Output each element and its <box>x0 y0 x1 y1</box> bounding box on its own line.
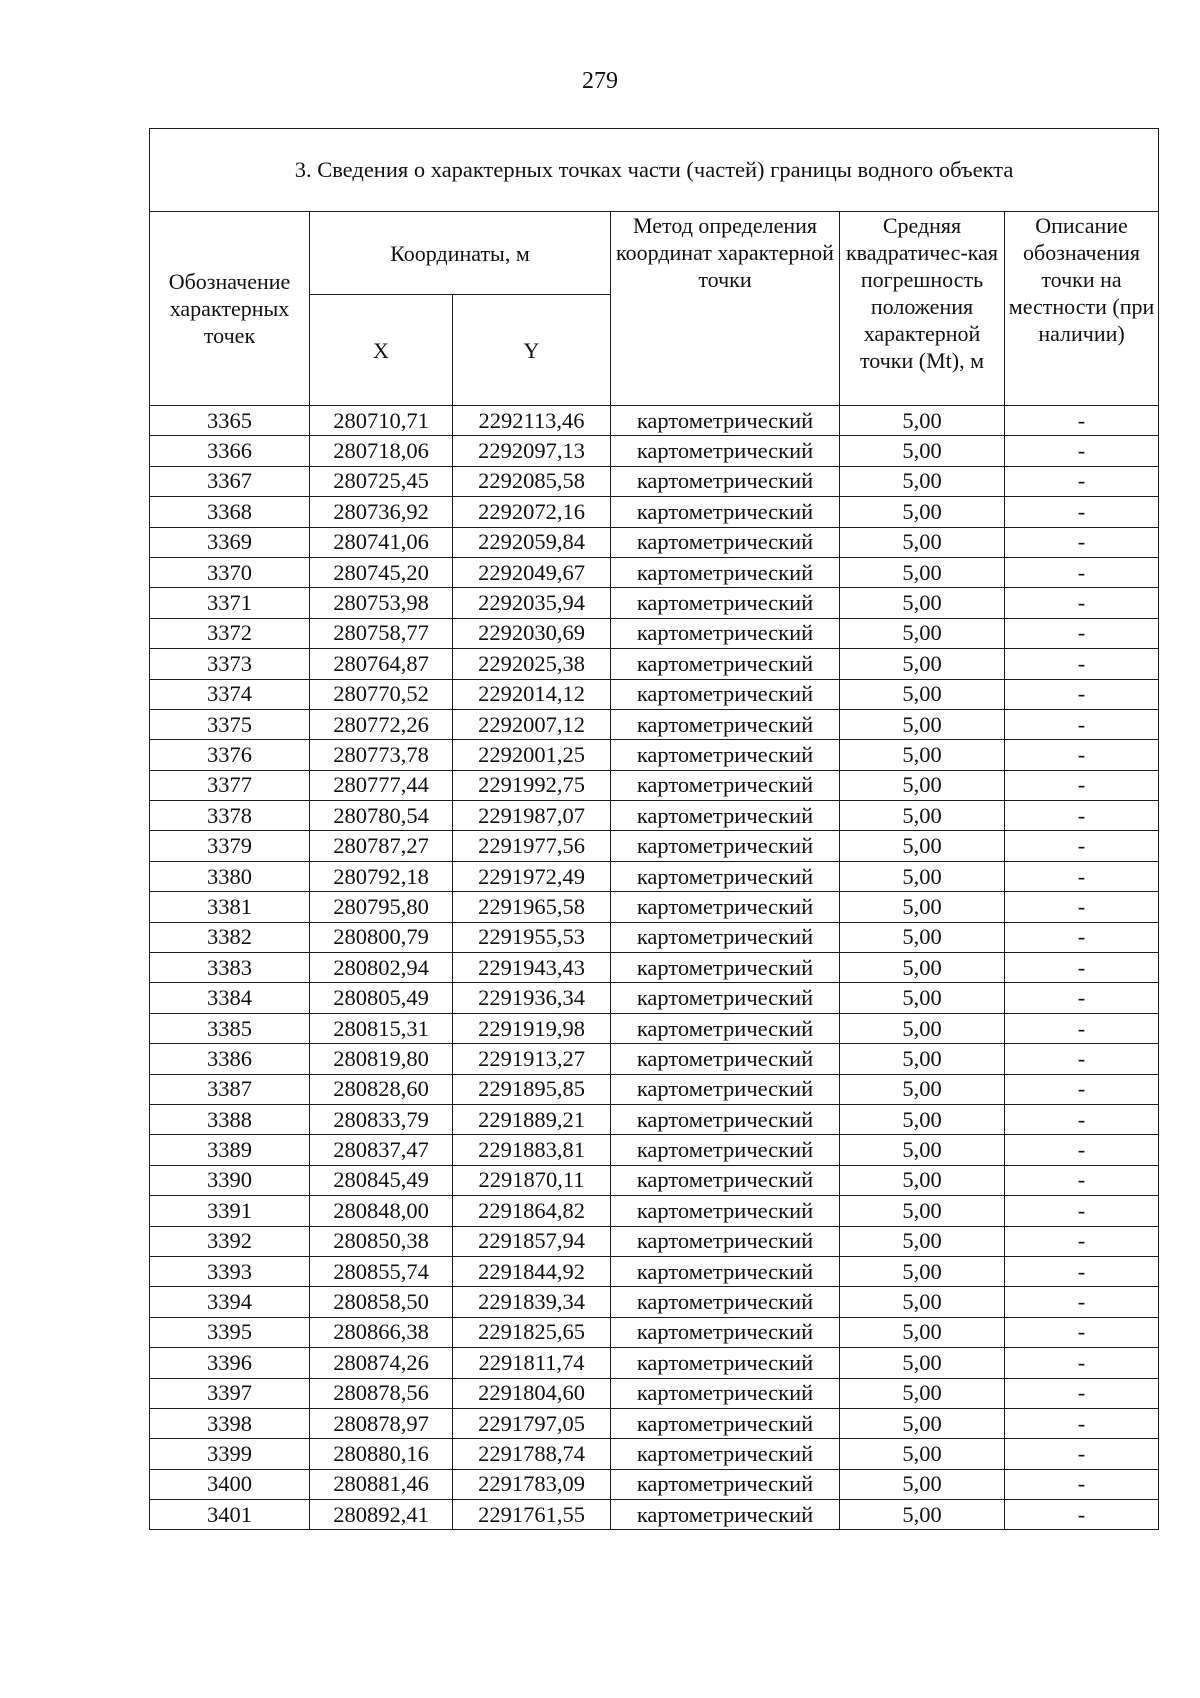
method-cell: картометрический <box>611 861 840 891</box>
mt-cell: 5,00 <box>840 557 1005 587</box>
y-coordinate-cell: 2291977,56 <box>453 831 611 861</box>
mt-cell: 5,00 <box>840 1013 1005 1043</box>
y-coordinate-cell: 2291895,85 <box>453 1074 611 1104</box>
header-point-label: Обозначение характерных точек <box>150 212 310 406</box>
description-cell: - <box>1005 1013 1159 1043</box>
mt-cell: 5,00 <box>840 801 1005 831</box>
description-cell: - <box>1005 588 1159 618</box>
table-row <box>150 618 1159 648</box>
table-row <box>150 1317 1159 1347</box>
y-coordinate-cell: 2291839,34 <box>453 1287 611 1317</box>
method-cell: картометрический <box>611 1104 840 1134</box>
x-coordinate-cell: 280878,97 <box>310 1408 453 1438</box>
method-cell: картометрический <box>611 740 840 770</box>
mt-cell: 5,00 <box>840 1256 1005 1286</box>
point-id-cell: 3394 <box>150 1287 310 1317</box>
table-row <box>150 679 1159 709</box>
description-cell: - <box>1005 1348 1159 1378</box>
header-mt: Средняя квадратичес-кая погрешность положения характерной точки (Mt), м <box>840 212 1005 406</box>
method-cell: картометрический <box>611 1378 840 1408</box>
method-cell: картометрический <box>611 618 840 648</box>
x-coordinate-cell: 280780,54 <box>310 801 453 831</box>
table-row <box>150 436 1159 466</box>
description-cell: - <box>1005 679 1159 709</box>
table-row <box>150 770 1159 800</box>
point-id-cell: 3373 <box>150 649 310 679</box>
table-row <box>150 1165 1159 1195</box>
boundary-points-table <box>149 128 1159 1530</box>
mt-cell: 5,00 <box>840 527 1005 557</box>
x-coordinate-cell: 280773,78 <box>310 740 453 770</box>
mt-cell: 5,00 <box>840 1287 1005 1317</box>
point-id-cell: 3375 <box>150 709 310 739</box>
description-cell: - <box>1005 1256 1159 1286</box>
y-coordinate-cell: 2292035,94 <box>453 588 611 618</box>
point-id-cell: 3369 <box>150 527 310 557</box>
method-cell: картометрический <box>611 466 840 496</box>
method-cell: картометрический <box>611 983 840 1013</box>
x-coordinate-cell: 280880,16 <box>310 1439 453 1469</box>
method-cell: картометрический <box>611 1135 840 1165</box>
point-id-cell: 3393 <box>150 1256 310 1286</box>
x-coordinate-cell: 280881,46 <box>310 1469 453 1499</box>
y-coordinate-cell: 2291857,94 <box>453 1226 611 1256</box>
method-cell: картометрический <box>611 1256 840 1286</box>
x-coordinate-cell: 280828,60 <box>310 1074 453 1104</box>
mt-cell: 5,00 <box>840 740 1005 770</box>
table-row <box>150 1074 1159 1104</box>
point-id-cell: 3374 <box>150 679 310 709</box>
mt-cell: 5,00 <box>840 1500 1005 1530</box>
table-row <box>150 831 1159 861</box>
table-row <box>150 953 1159 983</box>
header-coordinates: Координаты, м <box>310 212 611 295</box>
point-id-cell: 3392 <box>150 1226 310 1256</box>
table-row <box>150 649 1159 679</box>
method-cell: картометрический <box>611 1439 840 1469</box>
table-row <box>150 1378 1159 1408</box>
description-cell: - <box>1005 1044 1159 1074</box>
description-cell: - <box>1005 1165 1159 1195</box>
x-coordinate-cell: 280815,31 <box>310 1013 453 1043</box>
y-coordinate-cell: 2291783,09 <box>453 1469 611 1499</box>
point-id-cell: 3386 <box>150 1044 310 1074</box>
y-coordinate-cell: 2291788,74 <box>453 1439 611 1469</box>
table-row <box>150 1408 1159 1438</box>
y-coordinate-cell: 2291943,43 <box>453 953 611 983</box>
description-cell: - <box>1005 497 1159 527</box>
point-id-cell: 3387 <box>150 1074 310 1104</box>
description-cell: - <box>1005 831 1159 861</box>
method-cell: картометрический <box>611 497 840 527</box>
x-coordinate-cell: 280866,38 <box>310 1317 453 1347</box>
x-coordinate-cell: 280892,41 <box>310 1500 453 1530</box>
mt-cell: 5,00 <box>840 466 1005 496</box>
method-cell: картометрический <box>611 770 840 800</box>
y-coordinate-cell: 2292059,84 <box>453 527 611 557</box>
table-row <box>150 922 1159 952</box>
y-coordinate-cell: 2291889,21 <box>453 1104 611 1134</box>
table-row <box>150 527 1159 557</box>
table-row <box>150 801 1159 831</box>
x-coordinate-cell: 280736,92 <box>310 497 453 527</box>
description-cell: - <box>1005 466 1159 496</box>
table-row <box>150 1135 1159 1165</box>
x-coordinate-cell: 280802,94 <box>310 953 453 983</box>
table-row <box>150 1469 1159 1499</box>
point-id-cell: 3384 <box>150 983 310 1013</box>
method-cell: картометрический <box>611 557 840 587</box>
description-cell: - <box>1005 1469 1159 1499</box>
point-id-cell: 3377 <box>150 770 310 800</box>
table-row <box>150 466 1159 496</box>
point-id-cell: 3391 <box>150 1196 310 1226</box>
point-id-cell: 3396 <box>150 1348 310 1378</box>
x-coordinate-cell: 280718,06 <box>310 436 453 466</box>
y-coordinate-cell: 2292097,13 <box>453 436 611 466</box>
point-id-cell: 3389 <box>150 1135 310 1165</box>
header-description: Описание обозначения точки на местности (при наличии) <box>1005 212 1159 406</box>
point-id-cell: 3376 <box>150 740 310 770</box>
description-cell: - <box>1005 709 1159 739</box>
method-cell: картометрический <box>611 679 840 709</box>
x-coordinate-cell: 280745,20 <box>310 557 453 587</box>
table-row <box>150 1439 1159 1469</box>
y-coordinate-cell: 2291761,55 <box>453 1500 611 1530</box>
page-number: 279 <box>582 68 618 94</box>
method-cell: картометрический <box>611 406 840 436</box>
table-row <box>150 861 1159 891</box>
x-coordinate-cell: 280770,52 <box>310 679 453 709</box>
point-id-cell: 3398 <box>150 1408 310 1438</box>
y-coordinate-cell: 2291825,65 <box>453 1317 611 1347</box>
mt-cell: 5,00 <box>840 1348 1005 1378</box>
x-coordinate-cell: 280710,71 <box>310 406 453 436</box>
method-cell: картометрический <box>611 1226 840 1256</box>
x-coordinate-cell: 280772,26 <box>310 709 453 739</box>
y-coordinate-cell: 2292001,25 <box>453 740 611 770</box>
table-row <box>150 1044 1159 1074</box>
x-coordinate-cell: 280741,06 <box>310 527 453 557</box>
x-coordinate-cell: 280845,49 <box>310 1165 453 1195</box>
method-cell: картометрический <box>611 1074 840 1104</box>
y-coordinate-cell: 2292007,12 <box>453 709 611 739</box>
mt-cell: 5,00 <box>840 1135 1005 1165</box>
point-id-cell: 3382 <box>150 922 310 952</box>
mt-cell: 5,00 <box>840 831 1005 861</box>
description-cell: - <box>1005 1317 1159 1347</box>
mt-cell: 5,00 <box>840 588 1005 618</box>
description-cell: - <box>1005 922 1159 952</box>
description-cell: - <box>1005 1135 1159 1165</box>
description-cell: - <box>1005 1287 1159 1317</box>
point-id-cell: 3365 <box>150 406 310 436</box>
point-id-cell: 3371 <box>150 588 310 618</box>
point-id-cell: 3395 <box>150 1317 310 1347</box>
y-coordinate-cell: 2291972,49 <box>453 861 611 891</box>
mt-cell: 5,00 <box>840 679 1005 709</box>
y-coordinate-cell: 2292049,67 <box>453 557 611 587</box>
description-cell: - <box>1005 618 1159 648</box>
y-coordinate-cell: 2291811,74 <box>453 1348 611 1378</box>
point-id-cell: 3372 <box>150 618 310 648</box>
point-id-cell: 3381 <box>150 892 310 922</box>
method-cell: картометрический <box>611 649 840 679</box>
y-coordinate-cell: 2291965,58 <box>453 892 611 922</box>
point-id-cell: 3401 <box>150 1500 310 1530</box>
table-row <box>150 1500 1159 1530</box>
description-cell: - <box>1005 801 1159 831</box>
method-cell: картометрический <box>611 892 840 922</box>
table-row <box>150 1013 1159 1043</box>
method-cell: картометрический <box>611 1287 840 1317</box>
mt-cell: 5,00 <box>840 436 1005 466</box>
mt-cell: 5,00 <box>840 1439 1005 1469</box>
mt-cell: 5,00 <box>840 1104 1005 1134</box>
table-row <box>150 1348 1159 1378</box>
point-id-cell: 3367 <box>150 466 310 496</box>
y-coordinate-cell: 2292085,58 <box>453 466 611 496</box>
x-coordinate-cell: 280874,26 <box>310 1348 453 1378</box>
method-cell: картометрический <box>611 709 840 739</box>
table-row <box>150 1226 1159 1256</box>
description-cell: - <box>1005 983 1159 1013</box>
point-id-cell: 3390 <box>150 1165 310 1195</box>
mt-cell: 5,00 <box>840 983 1005 1013</box>
point-id-cell: 3383 <box>150 953 310 983</box>
method-cell: картометрический <box>611 1013 840 1043</box>
y-coordinate-cell: 2292030,69 <box>453 618 611 648</box>
table-row <box>150 709 1159 739</box>
description-cell: - <box>1005 1500 1159 1530</box>
method-cell: картометрический <box>611 527 840 557</box>
table-row <box>150 892 1159 922</box>
point-id-cell: 3379 <box>150 831 310 861</box>
point-id-cell: 3385 <box>150 1013 310 1043</box>
description-cell: - <box>1005 953 1159 983</box>
description-cell: - <box>1005 1408 1159 1438</box>
point-id-cell: 3400 <box>150 1469 310 1499</box>
method-cell: картометрический <box>611 831 840 861</box>
description-cell: - <box>1005 892 1159 922</box>
x-coordinate-cell: 280833,79 <box>310 1104 453 1134</box>
mt-cell: 5,00 <box>840 649 1005 679</box>
point-id-cell: 3380 <box>150 861 310 891</box>
table-row <box>150 983 1159 1013</box>
mt-cell: 5,00 <box>840 1317 1005 1347</box>
y-coordinate-cell: 2291844,92 <box>453 1256 611 1286</box>
description-cell: - <box>1005 649 1159 679</box>
x-coordinate-cell: 280792,18 <box>310 861 453 891</box>
mt-cell: 5,00 <box>840 1165 1005 1195</box>
point-id-cell: 3366 <box>150 436 310 466</box>
y-coordinate-cell: 2292025,38 <box>453 649 611 679</box>
table-row <box>150 740 1159 770</box>
x-coordinate-cell: 280777,44 <box>310 770 453 800</box>
x-coordinate-cell: 280850,38 <box>310 1226 453 1256</box>
mt-cell: 5,00 <box>840 1044 1005 1074</box>
mt-cell: 5,00 <box>840 1378 1005 1408</box>
method-cell: картометрический <box>611 1500 840 1530</box>
table-body <box>150 406 1159 1530</box>
y-coordinate-cell: 2291913,27 <box>453 1044 611 1074</box>
x-coordinate-cell: 280758,77 <box>310 618 453 648</box>
x-coordinate-cell: 280837,47 <box>310 1135 453 1165</box>
x-coordinate-cell: 280848,00 <box>310 1196 453 1226</box>
mt-cell: 5,00 <box>840 1469 1005 1499</box>
point-id-cell: 3399 <box>150 1439 310 1469</box>
x-coordinate-cell: 280858,50 <box>310 1287 453 1317</box>
section-title: 3. Сведения о характерных точках части (частей) границы водного объекта <box>150 129 1159 212</box>
method-cell: картометрический <box>611 1044 840 1074</box>
table-row <box>150 497 1159 527</box>
y-coordinate-cell: 2291883,81 <box>453 1135 611 1165</box>
mt-cell: 5,00 <box>840 618 1005 648</box>
mt-cell: 5,00 <box>840 709 1005 739</box>
y-coordinate-cell: 2292113,46 <box>453 406 611 436</box>
y-coordinate-cell: 2291870,11 <box>453 1165 611 1195</box>
x-coordinate-cell: 280795,80 <box>310 892 453 922</box>
mt-cell: 5,00 <box>840 861 1005 891</box>
method-cell: картометрический <box>611 1165 840 1195</box>
mt-cell: 5,00 <box>840 892 1005 922</box>
description-cell: - <box>1005 1378 1159 1408</box>
method-cell: картометрический <box>611 1408 840 1438</box>
method-cell: картометрический <box>611 1469 840 1499</box>
header-y: Y <box>453 295 611 406</box>
x-coordinate-cell: 280805,49 <box>310 983 453 1013</box>
method-cell: картометрический <box>611 436 840 466</box>
description-cell: - <box>1005 1104 1159 1134</box>
mt-cell: 5,00 <box>840 497 1005 527</box>
mt-cell: 5,00 <box>840 406 1005 436</box>
x-coordinate-cell: 280878,56 <box>310 1378 453 1408</box>
table-row <box>150 588 1159 618</box>
mt-cell: 5,00 <box>840 1408 1005 1438</box>
description-cell: - <box>1005 1226 1159 1256</box>
method-cell: картометрический <box>611 1196 840 1226</box>
header-method: Метод определения координат характерной точки <box>611 212 840 406</box>
point-id-cell: 3368 <box>150 497 310 527</box>
y-coordinate-cell: 2291864,82 <box>453 1196 611 1226</box>
description-cell: - <box>1005 770 1159 800</box>
y-coordinate-cell: 2291936,34 <box>453 983 611 1013</box>
description-cell: - <box>1005 527 1159 557</box>
mt-cell: 5,00 <box>840 770 1005 800</box>
point-id-cell: 3397 <box>150 1378 310 1408</box>
mt-cell: 5,00 <box>840 953 1005 983</box>
method-cell: картометрический <box>611 801 840 831</box>
mt-cell: 5,00 <box>840 1074 1005 1104</box>
table-row <box>150 1256 1159 1286</box>
x-coordinate-cell: 280787,27 <box>310 831 453 861</box>
description-cell: - <box>1005 861 1159 891</box>
table-row <box>150 557 1159 587</box>
y-coordinate-cell: 2291955,53 <box>453 922 611 952</box>
mt-cell: 5,00 <box>840 922 1005 952</box>
mt-cell: 5,00 <box>840 1226 1005 1256</box>
x-coordinate-cell: 280855,74 <box>310 1256 453 1286</box>
y-coordinate-cell: 2291797,05 <box>453 1408 611 1438</box>
y-coordinate-cell: 2291804,60 <box>453 1378 611 1408</box>
method-cell: картометрический <box>611 922 840 952</box>
table-row <box>150 1104 1159 1134</box>
header-x: X <box>310 295 453 406</box>
description-cell: - <box>1005 436 1159 466</box>
description-cell: - <box>1005 1196 1159 1226</box>
method-cell: картометрический <box>611 1348 840 1378</box>
description-cell: - <box>1005 1074 1159 1104</box>
y-coordinate-cell: 2291992,75 <box>453 770 611 800</box>
x-coordinate-cell: 280753,98 <box>310 588 453 618</box>
method-cell: картометрический <box>611 1317 840 1347</box>
mt-cell: 5,00 <box>840 1196 1005 1226</box>
table-row <box>150 1287 1159 1317</box>
x-coordinate-cell: 280800,79 <box>310 922 453 952</box>
description-cell: - <box>1005 1439 1159 1469</box>
x-coordinate-cell: 280764,87 <box>310 649 453 679</box>
y-coordinate-cell: 2291919,98 <box>453 1013 611 1043</box>
table-row <box>150 406 1159 436</box>
description-cell: - <box>1005 557 1159 587</box>
method-cell: картометрический <box>611 588 840 618</box>
description-cell: - <box>1005 406 1159 436</box>
table-row <box>150 1196 1159 1226</box>
x-coordinate-cell: 280725,45 <box>310 466 453 496</box>
y-coordinate-cell: 2292072,16 <box>453 497 611 527</box>
x-coordinate-cell: 280819,80 <box>310 1044 453 1074</box>
point-id-cell: 3370 <box>150 557 310 587</box>
description-cell: - <box>1005 740 1159 770</box>
method-cell: картометрический <box>611 953 840 983</box>
y-coordinate-cell: 2291987,07 <box>453 801 611 831</box>
y-coordinate-cell: 2292014,12 <box>453 679 611 709</box>
point-id-cell: 3378 <box>150 801 310 831</box>
point-id-cell: 3388 <box>150 1104 310 1134</box>
